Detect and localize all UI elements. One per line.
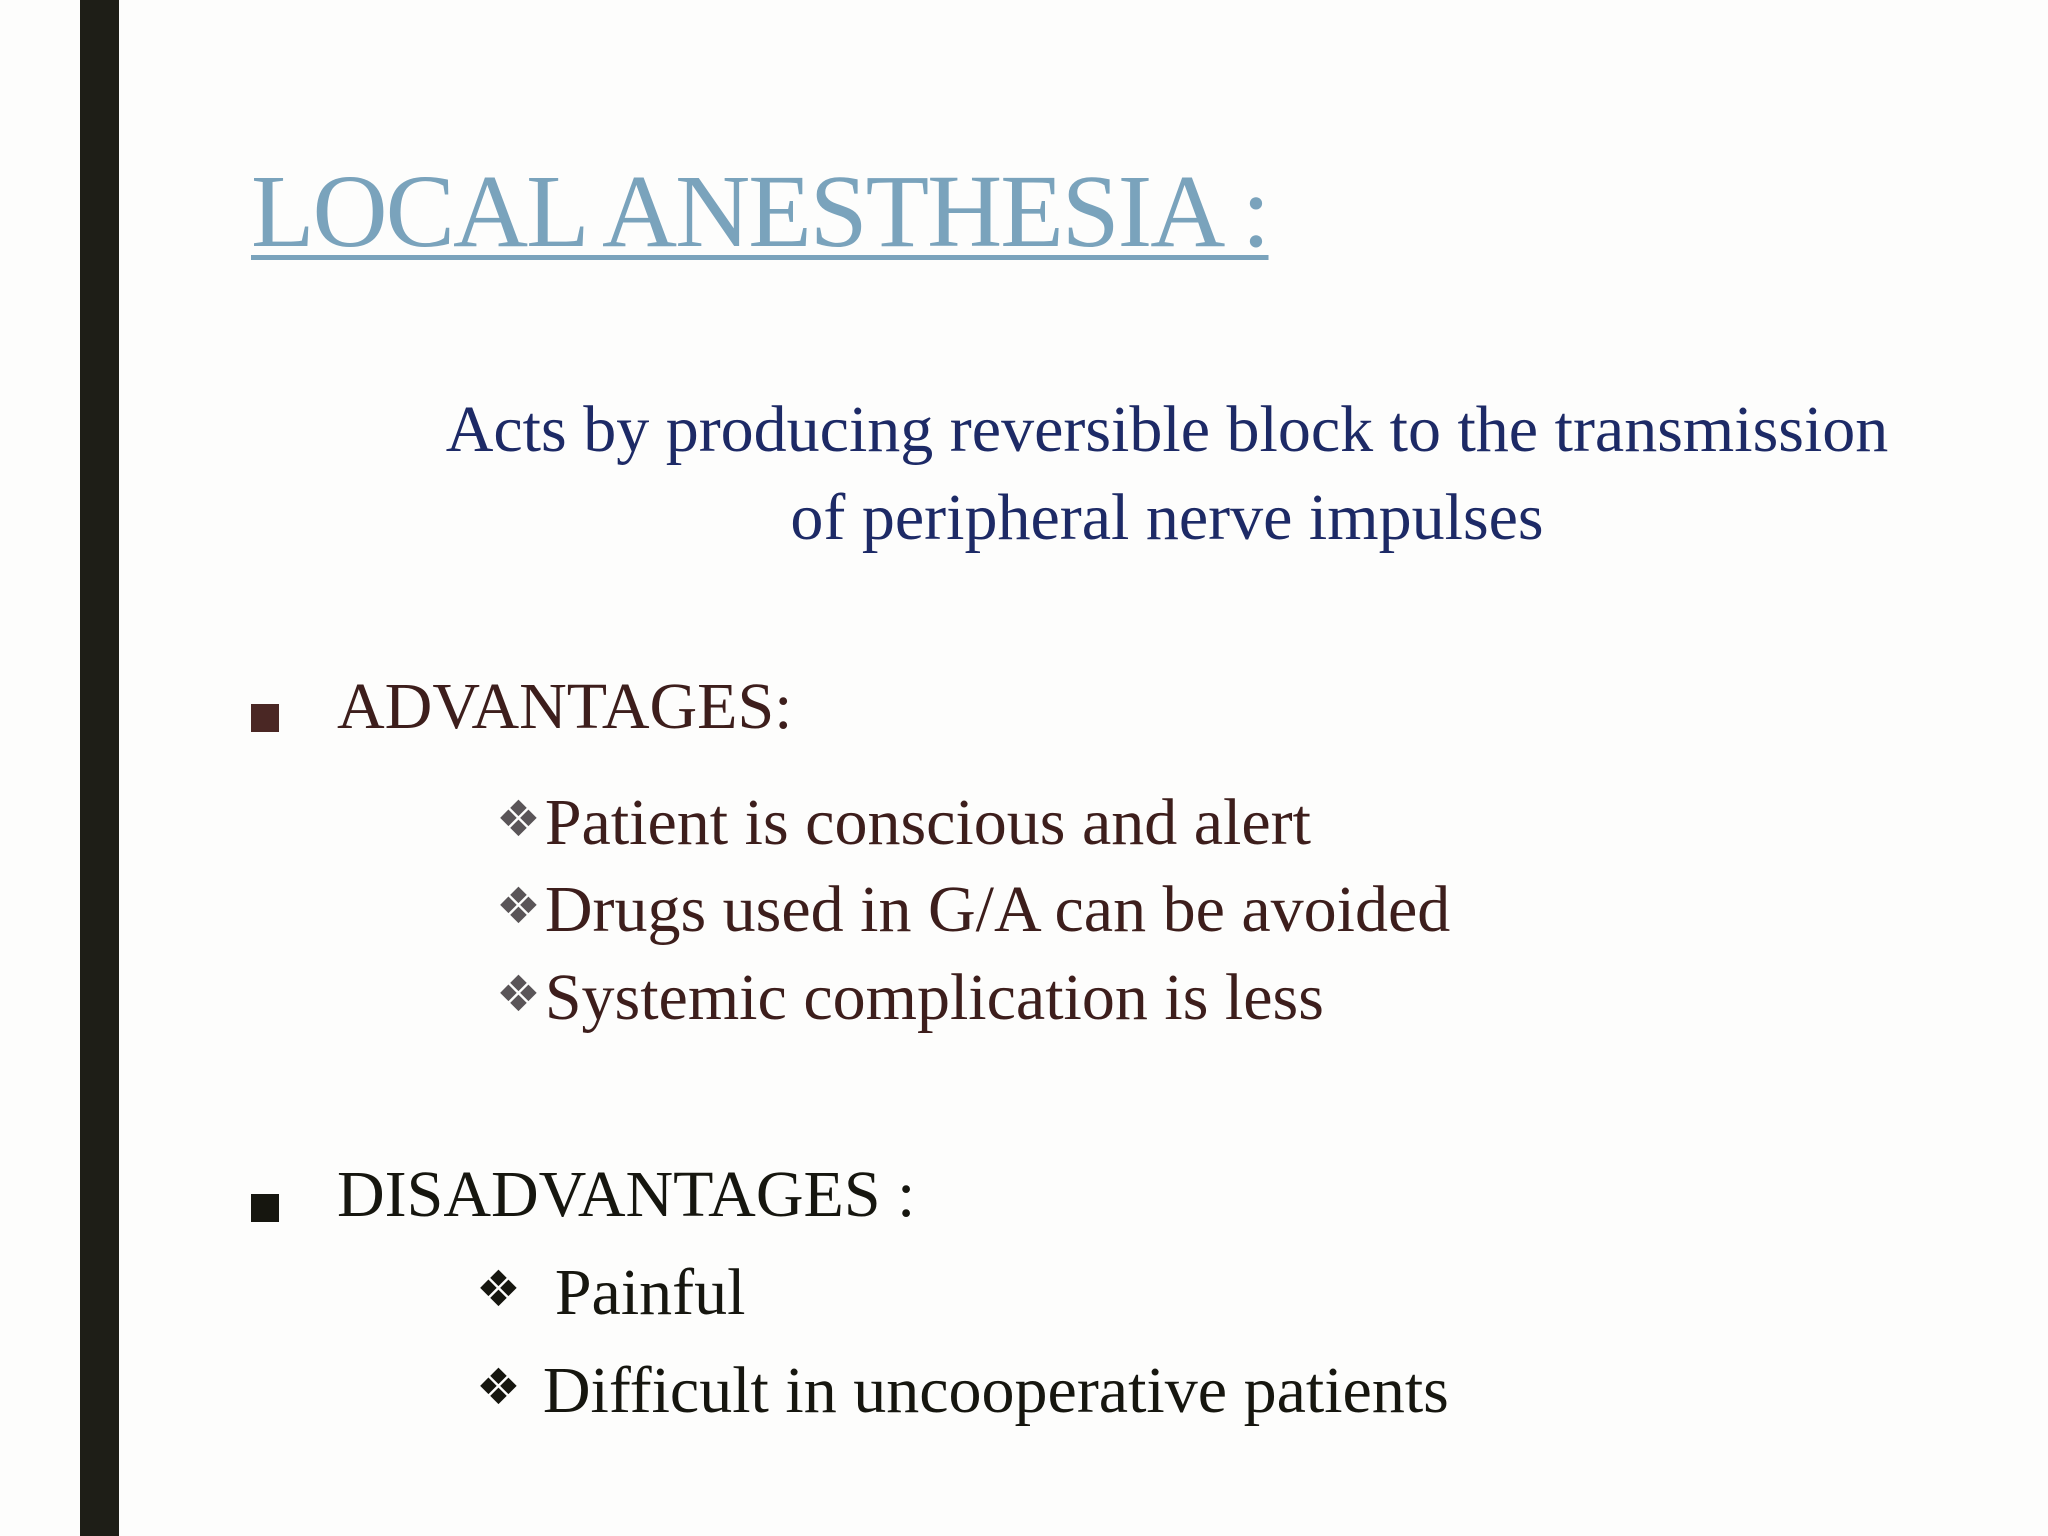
slide-title: LOCAL ANESTHESIA :	[251, 154, 1269, 269]
diamond-bullet-icon: ❖	[476, 1260, 521, 1318]
definition-line-2: of peripheral nerve impulses	[790, 481, 1544, 554]
diamond-bullet-icon: ❖	[496, 965, 541, 1023]
advantage-item-text: Systemic complication is less	[544, 961, 1324, 1034]
disadvantage-item-text: Difficult in uncooperative patients	[542, 1354, 1449, 1427]
diamond-bullet-icon: ❖	[476, 1358, 521, 1416]
advantage-item	[496, 786, 1311, 859]
disadvantages-heading: DISADVANTAGES :	[337, 1158, 916, 1231]
disadvantage-item	[476, 1354, 1449, 1427]
disadvantage-item	[476, 1256, 746, 1329]
advantages-heading: ADVANTAGES:	[337, 670, 793, 743]
disadvantage-item-text: Painful	[554, 1256, 746, 1329]
diamond-bullet-icon: ❖	[496, 877, 541, 935]
advantage-item-text: Patient is conscious and alert	[544, 786, 1311, 859]
advantage-item-text: Drugs used in G/A can be avoided	[544, 873, 1451, 946]
diamond-bullet-icon: ❖	[496, 790, 541, 848]
advantage-item	[496, 873, 1451, 946]
advantage-item	[496, 961, 1324, 1034]
square-bullet-icon	[251, 1194, 279, 1222]
square-bullet-icon	[251, 704, 279, 732]
slide-accent-bar	[80, 0, 119, 1536]
definition-line-1: Acts by producing reversible block to the transmission	[445, 393, 1889, 466]
